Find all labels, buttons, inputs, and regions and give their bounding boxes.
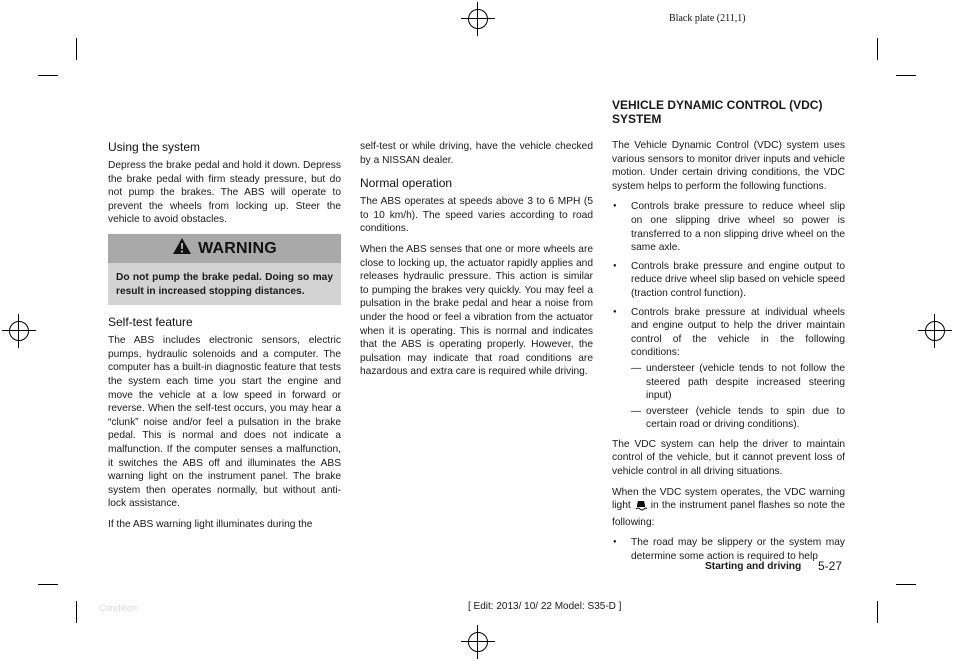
warning-box xyxy=(108,234,341,305)
bullet-list xyxy=(612,200,845,432)
heading-self-test-feature: Self-test feature xyxy=(108,315,193,330)
paragraph: self-test or while driving, have the vehicle checked by a NISSAN dealer. xyxy=(360,141,593,166)
list-item xyxy=(612,306,845,432)
dash-item: — understeer (vehicle tends to not follow the steered path despite increased steering input) xyxy=(631,362,845,403)
crop-mark xyxy=(38,584,58,585)
crop-mark xyxy=(896,584,916,585)
crop-mark xyxy=(877,601,878,623)
column-1 xyxy=(108,140,341,538)
list-item: ● Controls brake pressure to reduce wheel slip on one slipping drive wheel so power is transferred to a non slipping drive wheel on the same axle. xyxy=(612,200,845,254)
paragraph: If the ABS warning light illuminates during the xyxy=(108,518,313,530)
crop-mark xyxy=(877,38,878,60)
crop-mark xyxy=(38,75,58,76)
registration-mark-right xyxy=(918,314,952,348)
dash-item: — oversteer (vehicle tends to spin due to certain road or driving conditions). xyxy=(631,405,845,432)
paragraph: The ABS operates at speeds above 3 to 6 MPH (5 to 10 km/h). The speed varies according to road conditions. xyxy=(360,196,593,235)
edit-info: [ Edit: 2013/ 10/ 22 Model: S35-D ] xyxy=(468,601,622,612)
list-item: ● Controls brake pressure and engine output to reduce drive wheel slip based on vehicle speed (traction control function). xyxy=(612,260,845,301)
warning-label: WARNING xyxy=(198,239,277,257)
warning-triangle-icon xyxy=(172,237,192,260)
registration-mark-top xyxy=(461,2,495,36)
list-item: ● The road may be slippery or the system may determine some action is required to help xyxy=(612,536,845,563)
paragraph: When the ABS senses that one or more wheels are close to locking up, the actuator rapidly applies and releases hydraulic pressure. This action is similar to pumping the brakes very quickly. You may feel a pulsation in the brake pedal and hear a noise from under the hood or feel a vibration from the actuator when it is operating. This is normal and indicates that the ABS is operating properly. However, the pulsation may indicate that road conditions are hazardous and extra care is required while driving. xyxy=(360,243,593,378)
heading-using-the-system: Using the system xyxy=(108,140,201,154)
vdc-warning-light-icon xyxy=(635,499,647,516)
crop-mark xyxy=(896,75,916,76)
paragraph: Depress the brake pedal and hold it down. Depress the brake pedal with firm steady pressure, but do not pump the brakes. The ABS will operate to prevent the wheels from locking up. Steer the vehicle to avoid obstacles. xyxy=(108,160,341,226)
crop-mark xyxy=(76,601,77,623)
registration-mark-left xyxy=(2,314,36,348)
text: When the VDC system operates, the VDC warning light xyxy=(612,486,845,512)
section-title: VEHICLE DYNAMIC CONTROL (VDC) SYSTEM xyxy=(612,98,823,126)
paragraph: The Vehicle Dynamic Control (VDC) system uses various sensors to monitor driver inputs and vehicle motion. Under certain driving conditions, the VDC system helps to perform the following functions. xyxy=(612,140,845,192)
crop-mark xyxy=(76,38,77,60)
plate-label: Black plate (211,1) xyxy=(669,13,746,24)
condition-label: Condition: xyxy=(99,603,140,613)
heading-normal-operation: Normal operation xyxy=(360,176,453,191)
column-2 xyxy=(360,140,593,386)
footer-section-name: Starting and driving xyxy=(705,561,802,572)
warning-header xyxy=(108,234,341,263)
list-item-text: Controls brake pressure at individual wheels and engine output to help the driver maintain control of the vehicle in the following conditions: xyxy=(631,306,845,359)
bullet-list xyxy=(612,536,845,563)
text: in the instrument panel flashes so note the following: xyxy=(612,500,845,528)
dash-list xyxy=(631,362,845,432)
registration-mark-bottom xyxy=(461,625,495,659)
page-number: 5-27 xyxy=(818,559,843,573)
paragraph xyxy=(612,486,845,530)
warning-text: Do not pump the brake pedal. Doing so may result in increased stopping distances. xyxy=(116,271,333,297)
paragraph: The ABS includes electronic sensors, electric pumps, hydraulic solenoids and a computer. The computer has a built-in diagnostic feature that tests the system each time you start the engine and move the vehicle at a low speed in forward or reverse. When the self-test occurs, you may hear a “clunk” noise and/or feel a pulsation in the brake pedal. This is normal and does not indicate a malfunction. If the computer senses a malfunction, it switches the ABS off and illuminates the ABS warning light on the instrument panel. The brake system then operates normally, but without anti-lock assistance. xyxy=(108,335,341,510)
column-3 xyxy=(612,98,845,570)
paragraph: The VDC system can help the driver to maintain control of the vehicle, but it cannot prevent loss of vehicle control in all driving situations. xyxy=(612,438,845,478)
